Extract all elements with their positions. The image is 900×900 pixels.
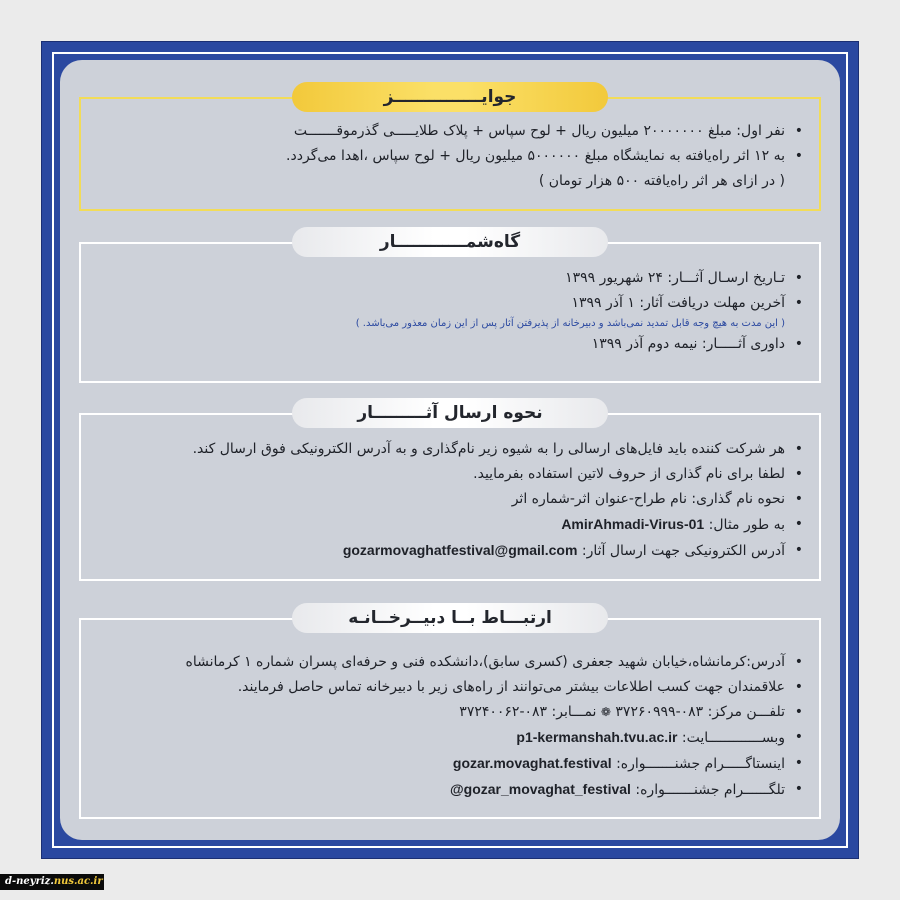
phone-label: تلفـــن مرکز: — [707, 704, 785, 720]
contact-title: ارتبـــاط بــا دبیــرخــانـه — [292, 603, 608, 633]
list-item: • هر شرکت کننده باید فایل‌های ارسالی را به شیوه زیر نام‌گذاری و به آدرس الکترونیکی فوق ارسال کند. — [101, 437, 803, 462]
submission-list — [101, 437, 803, 564]
phone-value: ۰۸۳-۳۷۲۶۰۹۹۹ — [615, 704, 704, 720]
fax-value: ۰۸۳-۳۷۲۴۰۰۶۲ — [459, 704, 548, 720]
list-item: ( در ازای هر اثر راه‌یافته ۵۰۰ هزار تومان ) — [538, 173, 785, 189]
flower-separator-icon: ❁ — [600, 705, 611, 719]
telegram-link[interactable]: @gozar_movaghat_festival — [449, 781, 631, 797]
list-item: • تـاریخ ارسـال آثـــار: ۲۴ شهریور ۱۳۹۹ — [101, 266, 803, 291]
example-label: به طور مثال: — [708, 517, 785, 533]
list-item: • نفر اول: مبلغ ۲۰۰۰۰۰۰۰ میلیون ریال + لوح سپاس + پلاک طلایـــــی گذرموقـــــــت — [101, 119, 803, 144]
telegram-row — [101, 777, 803, 803]
contact-list — [101, 650, 803, 803]
email-row — [101, 538, 803, 564]
fax-label: نمـــابر: — [551, 704, 597, 720]
list-item: • آخرین مهلت دریافت آثار: ۱ آذر ۱۳۹۹ — [101, 291, 803, 316]
timeline-note: ( این مدت به هیچ وجه قابل تمدید نمی‌باشد و دبیرخانه از پذیرفتن آثار پس از این زمان معذور می‌باشد. ) — [355, 318, 785, 329]
timeline-section — [79, 232, 821, 383]
list-item: • نحوه نام گذاری: نام طراح-عنوان اثر-شماره اثر — [101, 487, 803, 512]
list-item: • داوری آثـــــار: نیمه دوم آذر ۱۳۹۹ — [101, 332, 803, 357]
telegram-label: تلگــــــرام جشنـــــــواره: — [635, 782, 785, 798]
info-item: • علاقمندان جهت کسب اطلاعات بیشتر می‌توانند از راه‌های زیر با دبیرخانه تماس حاصل فرمایند. — [101, 675, 803, 700]
instagram-link[interactable]: gozar.movaghat.festival — [452, 755, 612, 771]
list-item: • به ۱۲ اثر راه‌یافته به نمایشگاه مبلغ ۵۰۰۰۰۰۰ میلیون ریال + لوح سپاس ،اهدا می‌گردد. — [101, 144, 803, 169]
address-item: • آدرس:کرمانشاه،خیابان شهید جعفری (کسری سابق)،دانشکده فنی و حرفه‌ای پسران شماره ۱ کرمانشاه — [101, 650, 803, 675]
email-link[interactable]: gozarmovaghatfestival@gmail.com — [342, 542, 578, 558]
website-link[interactable]: p1-kermanshah.tvu.ac.ir — [516, 729, 678, 745]
submission-section — [79, 403, 821, 581]
prizes-title: جوایـــــــــــــــز — [292, 82, 608, 112]
instagram-label: اینستاگـــــرام جشنـــــــواره: — [616, 756, 785, 772]
timeline-list — [101, 266, 803, 357]
example-value: AmirAhmadi-Virus-01 — [561, 516, 705, 532]
contact-section — [79, 608, 821, 819]
site-watermark — [0, 874, 104, 890]
timeline-title: گاه‌شمــــــــــــار — [292, 227, 608, 257]
phone-row — [101, 700, 803, 725]
list-item: • لطفا برای نام گذاری از حروف لاتین استفاده بفرمایید. — [101, 462, 803, 487]
website-label: وبســـــــــــــایت: — [681, 730, 785, 746]
instagram-row — [101, 751, 803, 777]
prizes-list — [101, 119, 803, 194]
watermark-prefix: d-neyriz. — [5, 876, 54, 887]
email-label: آدرس الکترونیکی جهت ارسال آثار: — [581, 543, 785, 559]
website-row — [101, 725, 803, 751]
example-row — [101, 512, 803, 538]
prizes-section — [79, 87, 821, 211]
submission-title: نحوه ارسال آثـــــــــار — [292, 398, 608, 428]
watermark-domain: nus.ac.ir — [53, 876, 103, 887]
